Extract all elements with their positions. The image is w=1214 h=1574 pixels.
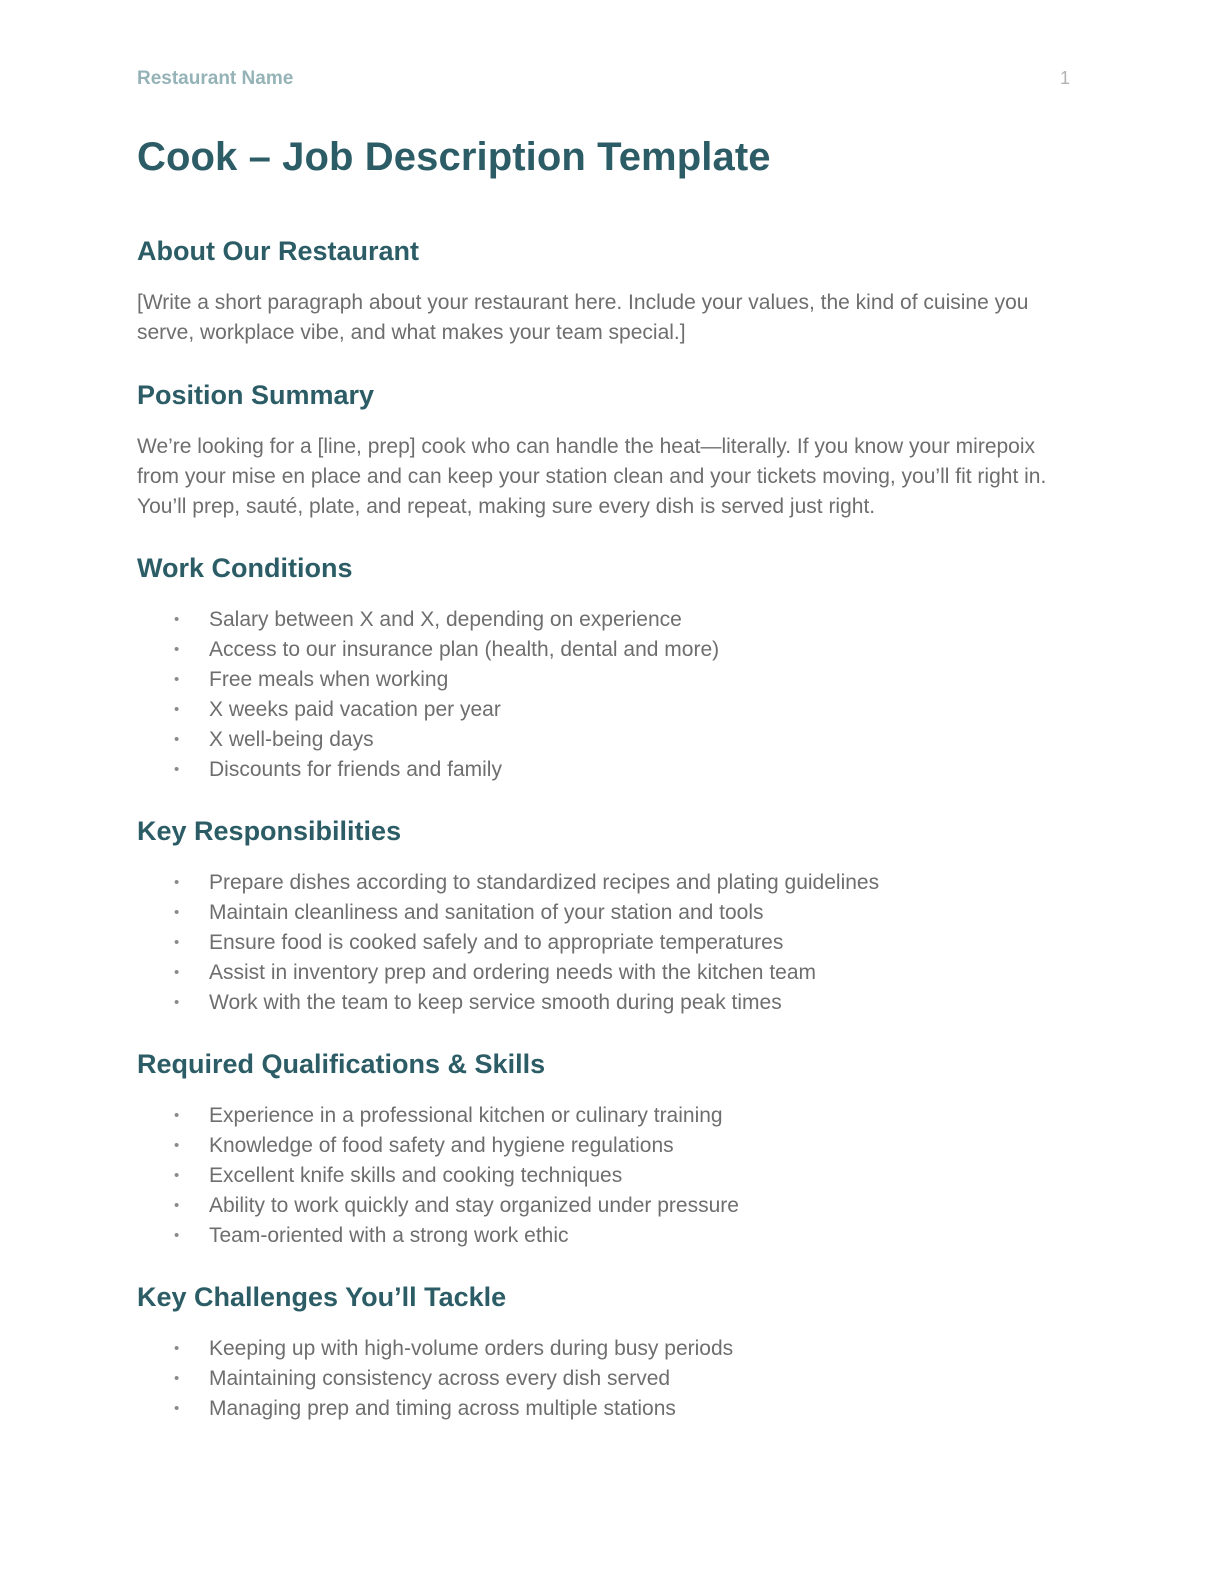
section-heading-about: About Our Restaurant [137,236,420,266]
bullet-icon: • [174,1107,180,1124]
section-work-conditions [137,551,1074,785]
list-item [137,1191,1074,1221]
list-item [137,725,1074,755]
section-key-responsibilities [137,814,1074,1018]
list-item [137,868,1074,898]
qualifications-list [137,1101,1074,1251]
list-item-text: Keeping up with high-volume orders during busy periods [209,1337,734,1360]
list-item-text: Access to our insurance plan (health, dental and more) [209,638,720,661]
list-item-text: X well-being days [209,728,374,751]
list-item [137,665,1074,695]
key-challenges-list [137,1334,1074,1424]
bullet-icon: • [174,1227,180,1244]
list-item [137,695,1074,725]
list-item [137,928,1074,958]
bullet-icon: • [174,1137,180,1154]
restaurant-name: Restaurant Name [137,68,294,89]
list-item-text: Maintaining consistency across every dish served [209,1367,671,1390]
document-title: Cook – Job Description Template [137,135,771,179]
bullet-icon: • [174,1400,180,1417]
section-heading-key-challenges: Key Challenges You’ll Tackle [137,1282,507,1312]
list-item-text: Salary between X and X, depending on experience [209,608,682,631]
section-heading-position-summary: Position Summary [137,380,375,410]
list-item [137,898,1074,928]
list-item-text: Team-oriented with a strong work ethic [209,1224,569,1247]
bullet-icon: • [174,611,180,628]
bullet-icon: • [174,904,180,921]
list-item [137,988,1074,1018]
page-number: 1 [1059,68,1070,88]
list-item [137,755,1074,785]
section-heading-work-conditions: Work Conditions [137,553,353,583]
bullet-icon: • [174,701,180,718]
bullet-icon: • [174,874,180,891]
bullet-icon: • [174,1197,180,1214]
section-body-about: [Write a short paragraph about your restaurant here. Include your values, the kind of cuisine you serve, workplace vibe, and what makes your team special.] [137,291,1029,344]
list-item [137,1131,1074,1161]
list-item-text: Experience in a professional kitchen or culinary training [209,1104,723,1127]
section-position-summary [137,378,1074,522]
list-item-text: Ensure food is cooked safely and to appropriate temperatures [209,931,784,954]
list-item [137,605,1074,635]
list-item [137,1394,1074,1424]
section-qualifications [137,1047,1074,1251]
list-item-text: Managing prep and timing across multiple stations [209,1397,676,1420]
work-conditions-list [137,605,1074,785]
list-item [137,1364,1074,1394]
bullet-icon: • [174,964,180,981]
bullet-icon: • [174,671,180,688]
list-item-text: Knowledge of food safety and hygiene regulations [209,1134,674,1157]
running-header [137,68,1074,94]
bullet-icon: • [174,731,180,748]
list-item-text: Assist in inventory prep and ordering needs with the kitchen team [209,961,817,984]
bullet-icon: • [174,1370,180,1387]
bullet-icon: • [174,761,180,778]
list-item-text: Discounts for friends and family [209,758,502,781]
section-heading-qualifications: Required Qualifications & Skills [137,1049,546,1079]
list-item-text: Work with the team to keep service smooth during peak times [209,991,782,1014]
list-item-text: Excellent knife skills and cooking techniques [209,1164,623,1187]
list-item [137,1221,1074,1251]
section-heading-key-responsibilities: Key Responsibilities [137,816,402,846]
bullet-icon: • [174,994,180,1011]
section-about [137,234,1074,348]
list-item-text: Prepare dishes according to standardized recipes and plating guidelines [209,871,880,894]
list-item [137,1161,1074,1191]
bullet-icon: • [174,934,180,951]
bullet-icon: • [174,1340,180,1357]
bullet-icon: • [174,641,180,658]
list-item [137,1334,1074,1364]
list-item [137,1101,1074,1131]
list-item-text: Free meals when working [209,668,449,691]
bullet-icon: • [174,1167,180,1184]
list-item [137,958,1074,988]
section-body-position-summary: We’re looking for a [line, prep] cook who can handle the heat—literally. If you know your mirepoix from your mise en place and can keep your station clean and your tickets moving, you’ll fit right in. You’ll prep, sauté, plate, and repeat, making sure every dish is served just right. [137,435,1047,518]
list-item-text: Ability to work quickly and stay organized under pressure [209,1194,739,1217]
list-item [137,635,1074,665]
section-key-challenges [137,1280,1074,1424]
list-item-text: Maintain cleanliness and sanitation of your station and tools [209,901,764,924]
list-item-text: X weeks paid vacation per year [209,698,501,721]
key-responsibilities-list [137,868,1074,1018]
